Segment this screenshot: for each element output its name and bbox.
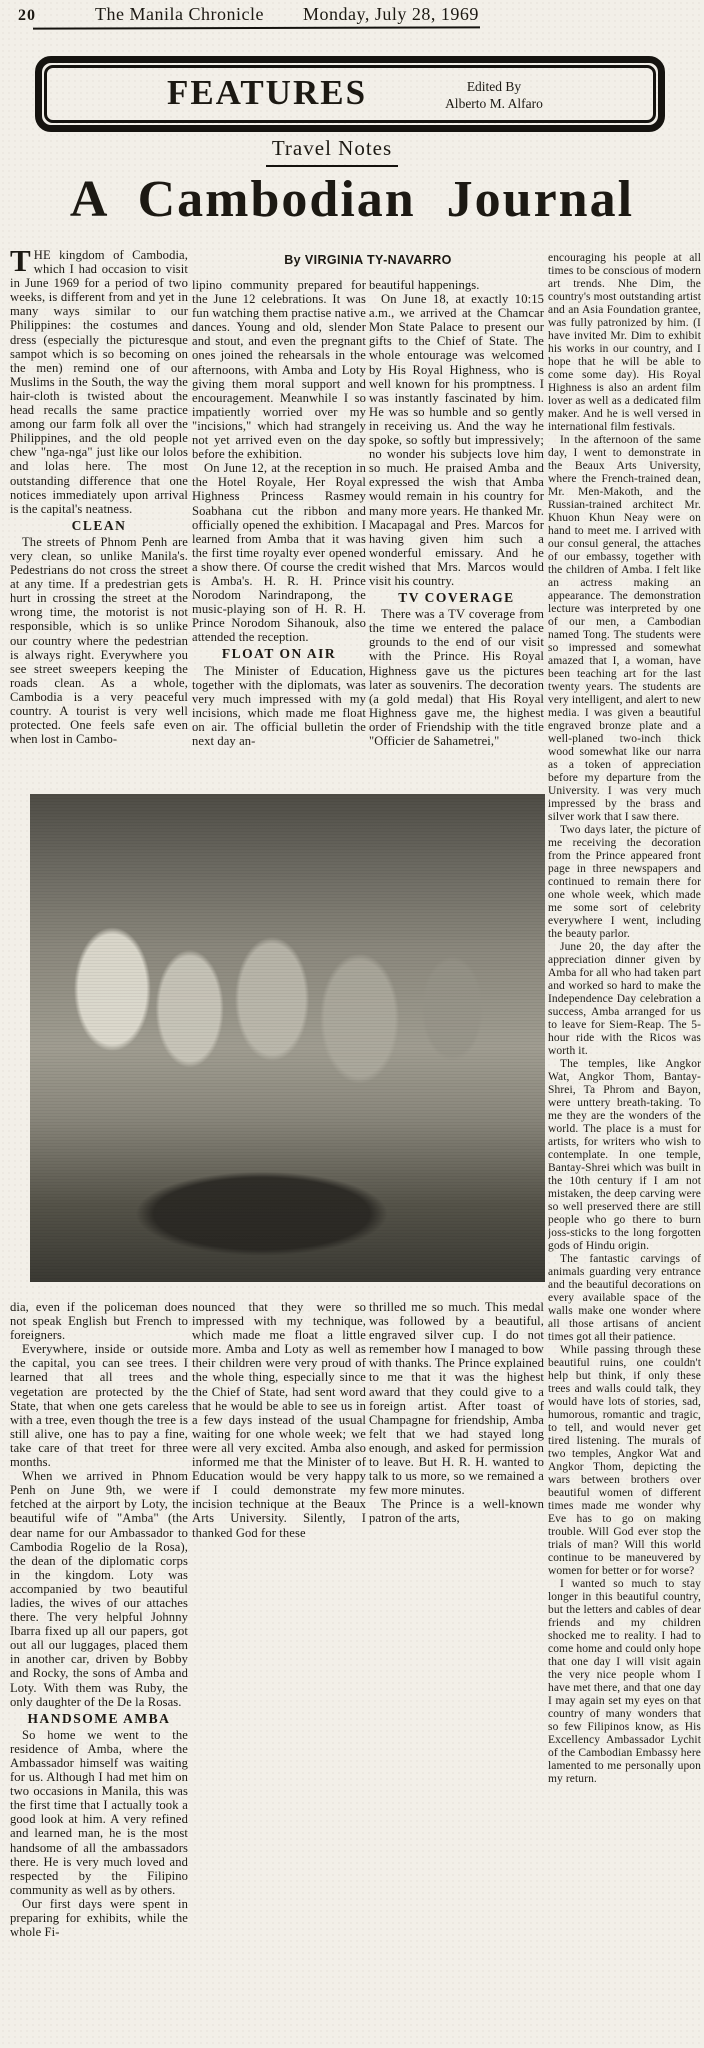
column-2-bottom [192, 1300, 366, 1646]
kicker-label: Travel Notes [266, 136, 398, 167]
section-title: FEATURES [166, 73, 368, 112]
paragraph: Two days later, the picture of me receiving the decoration from the Prince appeared front page in three newspapers and continued to remain there for one whole week, which made me some sort of celebrity everywhere I went, including the beauty parlor. [548, 824, 701, 940]
paragraph: The Prince is a well-known patron of the arts, [369, 1497, 544, 1526]
column-1-bottom [10, 1300, 188, 2044]
paragraph: Everywhere, inside or outside the capital, you can see trees. I learned that all trees and vegetation are protected by the State, that when one gets careless with a tree, even though the tree is still alive, one has to pay a fine, take care of that treet for three months. [10, 1342, 188, 1470]
column-4 [548, 252, 701, 2042]
section-heading: FLOAT ON AIR [221, 646, 337, 662]
paragraph: On June 12, at the reception in the Hotel Royale, Her Royal Highness Princess Rasmey Soabhana cut the ribbon and officially opened the exhibition. I learned from Amba that it was the first time royalty ever opened a show there. Of course the credit is Amba's. H. R. H. Prince Norodom Narindrapong, the music-playing son of H. R. H. Prince Norodom Sihanouk, also attended the reception. [192, 461, 366, 645]
paragraph: The streets of Phnom Penh are very clean, so unlike Manila's. Pedestrians do not cross the street at any time. If a predestrian gets hurt in crossing the street at the wrong time, the motorist is not responsible, which is so unlike our country where the pedestrian is always right. Everywhere you see street sweepers keeping the roads clean. As a whole, Cambodia is a very peaceful country. A tourist is very well protected. One feels safe even when lost in Cambo- [10, 534, 188, 747]
paragraph: On June 18, at exactly 10:15 a.m., we arrived at the Chamcar Mon State Palace to present our gifts to the Chief of State. The whole entourage was welcomed by His Royal Highness, who is well known for his promptness. I was instantly fascinated by him. He was so humble and so gently in receiving us. And the way he spoke, so softly but impressively; no wonder his subjects love him so much. He praised Amba and expressed the wish that Amba would remain in his country for many more years. He thanked Mr. Macapagal and Pres. Marcos for having given him such a wonderful emissary. And he wished that Mrs. Marcos would visit his country. [369, 292, 544, 588]
kicker [232, 136, 432, 167]
paragraph: lipino community prepared for the June 12 celebrations. It was fun watching them practise native dances. Young and old, slender and stout, and even the pregnant ones joined the rehearsals in the afternoons, with Amba and Loty giving them moral support and encouragement. Meanwhile I so impatiently worried over my "incisions," which had strangely not yet arrived even on the day before the exhibition. [192, 278, 366, 462]
byline: By VIRGINIA TY-NAVARRO [284, 253, 452, 267]
paragraph: beautiful happenings. [369, 278, 480, 292]
paragraph: The temples, like Angkor Wat, Angkor Thom, Bantay-Shrei, Ta Phrom and Bayon, were unttery breath-taking. To me they are the wonders of the world. The place is a must for artists, for writers who wish to contemplate. In one temple, Bantay-Shrei which was built in the 10th century if I am not mistaken, the deep carving were so well preserved there are still people who go there to burn joss-sticks to the long forgotten gods of Hindu origin. [548, 1058, 701, 1252]
paragraph: I wanted so much to stay longer in this beautiful country, but the letters and cables of dear friends and my children shocked me to reality. I had to come home and could only hope that one day I will visit again the very nice people whom I have met there, and that one day I may again set my eyes on that country of many wonders that so few Filipinos know, as His Excellency Ambassador Lychit of the Cambodian Embassy here lamented to me personally upon my return. [548, 1578, 701, 1785]
paragraph: There was a TV coverage from the time we entered the palace grounds to the end of our visit with the Prince. His Royal Highness gave us the pictures later as souvenirs. The decoration (a gold medal) that His Royal Highness gave me, the highest order of Friendship with the title "Officier de Sahametrei," [369, 607, 544, 748]
article-photo [30, 794, 545, 1282]
paragraph: thrilled me so much. This medal was followed by a beautiful, engraved silver cup. I do not remember how I managed to bow with thanks. The Prince explained to me that it was the highest award that they could give to a foreign artist. After toast of Champagne for friendship, Amba felt that we had stayed long enough, and asked for permission to leave. But H. R. H. wanted to talk to us more, so we remained a few more minutes. [369, 1300, 544, 1498]
paragraph: While passing through these beautiful ruins, one couldn't help but think, if only these trees and walls could talk, they would have lots of stories, sad, humorous, romantic and tragic, to tell, and would never get tired listening. The murals of two temples, Angkor Wat and Angkor Thom, depicting the wars between brothers over beautiful women of different times made me wonder why Eve has to go on making trouble. Will God ever stop the trials of man? Will this world continue to be maneuvered by women for better or for worse? [548, 1344, 701, 1577]
features-box [35, 56, 665, 132]
paragraph: nounced that they were so impressed with my technique, which made me float a little more. Amba and Loty as well as their children were very proud of the whole thing, especially since the Chief of State, had sent word that he would be able to see us in a few days instead of the usual waiting for one whole week; we were all very excited. Amba also informed me that the Minister of Education would be very happy if I could demonstrate my incision technique at the Beaux Arts University. Silently, I thanked God for these [192, 1300, 366, 1540]
paragraph: dia, even if the policeman does not speak English but French to foreigners. [10, 1300, 188, 1343]
paragraph: In the afternoon of the same day, I went to demonstrate in the Beaux Arts University, where the French-trained dean, Mr. Men-Makoth, and the Russian-trained architect Mr. Khuon Khun Neay were on hand to meet me. I arrived with our consul general, the attaches of our embassy, together with the children of Amba. I felt like an actress making an appearance. The demonstration lecture was interpreted by one of our men, a Cambodian named Tong. The students were so impressed and somewhat amazed that I, a woman, have been teaching art for the last twenty years. The students are very intelligent, and alert to new media. I was given a beautiful engraved bronze plate and a well-planed two-inch thick wood somewhat like our narra as a token of appreciation before my departure from the University. I was very much impressed by the brass and silver work that I saw there. [548, 434, 701, 823]
paragraph: Our first days were spent in preparing for exhibits, while the whole Fi- [10, 1896, 188, 1940]
paper-date: Monday, July 28, 1969 [303, 4, 479, 24]
paper-name: The Manila Chronicle [95, 4, 264, 24]
paragraph: The fantastic carvings of animals guarding very entrance and the beautiful decorations on every available space of the walls make one wonder where all those artisans of ancient times got all their patience. [548, 1253, 701, 1343]
paragraph: The Minister of Education, together with the diplomats, was very much impressed with my incisions, which made me float on air. The official bulletin the next day an- [192, 663, 366, 748]
column-2-top [192, 278, 366, 788]
column-1-top [10, 248, 188, 788]
features-box-inner-border [44, 65, 656, 123]
column-3-bottom [369, 1300, 544, 1612]
section-heading: CLEAN [71, 517, 127, 533]
column-3-top [369, 278, 544, 784]
paragraph: When we arrived in Phnom Penh on June 9th, we were fetched at the airport by Loty, the beautiful wife of "Amba" (the dear name for our Ambassador to Cambodia Rogelio de la Rosa), the dean of the diplomatic corps in the kingdom. Loty was accompanied by two beautiful ladies, the wives of our attaches there. The very helpful Johnny Ibarra fixed up all our papers, got out all our luggages, placed them in another car, driven by Bobby and Rocky, the sons of Amba and Loty. With them was Ruby, the only daughter of the De la Rosas. [10, 1469, 188, 1709]
drop-cap: T [10, 248, 31, 278]
editor-name: Alberto M. Alfaro [445, 96, 543, 111]
section-heading: HANDSOME AMBA [27, 1710, 171, 1726]
paragraph: So home we went to the residence of Amba, where the Ambassador himself was waiting for us. Although I had met him on two occasions in Manila, this was the first time that I actually took a good look at him. A very refined and learned man, he is the most handsome of all the ambassadors there. He is very much loved and respected by the Filipino community as well as by others. [10, 1727, 188, 1897]
paragraph: encouraging his people at all times to be conscious of modern art trends. Nhe Dim, the country's most outstanding artist and an Asia Foundation grantee, was fully patronized by him. (I have invited Mr. Dim to exhibit his works in our country, and I hope that he will be able to come some day). His Royal Highness is also an ardent film lover as well as a dedicated film maker. And he is well versed in international film festivals. [548, 252, 701, 433]
header-rule [33, 26, 480, 29]
edited-by-label: Edited By [466, 79, 522, 94]
page-number: 20 [18, 7, 36, 24]
paragraph: THE kingdom of Cambodia, which I had occasion to visit in June 1969 for a period of two weeks, is different from and yet in many ways similar to our Philippines: the costumes and dress (especially the picturesque sampot which is so becoming on the men) remind one of our Muslims in the South, the way the hair-cloth is twisted about the head recalls the same practice among our farm folk all over the Philippines, and the old people chew "nga-nga" just like our lolos and lolas here. The most outstanding difference that one notices immediately upon arrival is the capital's neatness. [10, 248, 188, 516]
paragraph: June 20, the day after the appreciation dinner given by Amba for all who had taken part and worked so hard to make the Independence Day celebration a success, Amba arranged for us to leave for Siem-Reap. The 5-hour ride with the Ricos was worth it. [548, 941, 701, 1057]
headline: A Cambodian Journal [69, 171, 635, 228]
edited-by-block [419, 78, 569, 112]
section-heading: TV COVERAGE [398, 590, 515, 606]
